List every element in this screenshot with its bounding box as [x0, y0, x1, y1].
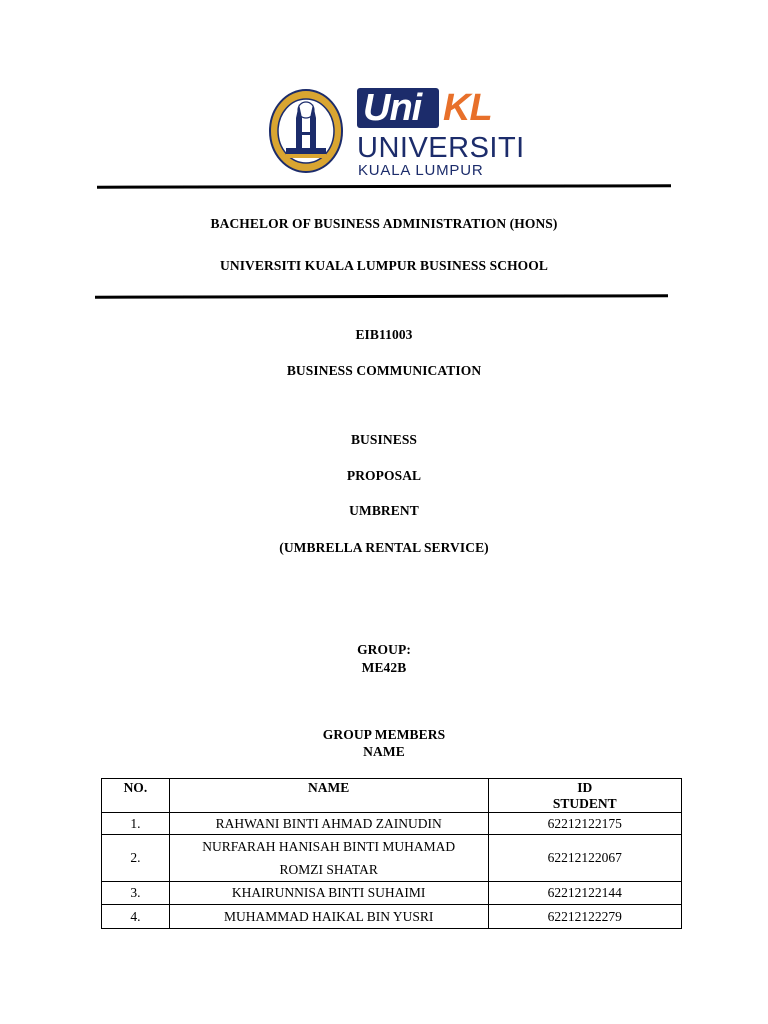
- unikl-wordmark: [357, 88, 507, 130]
- course-code: EIB11003: [355, 327, 413, 342]
- top-divider: [97, 184, 671, 189]
- row-name: [169, 835, 488, 882]
- proposal-title-line2: PROPOSAL: [346, 468, 422, 483]
- proposal-title-line3: UMBRENT: [349, 503, 419, 518]
- row-name: RAHWANI BINTI AHMAD ZAINUDIN: [169, 813, 488, 835]
- header-id: ID STUDENT: [488, 779, 681, 813]
- university-city: KUALA LUMPUR: [358, 162, 484, 179]
- proposal-title-line1: BUSINESS: [350, 432, 418, 447]
- row-id: 62212122279: [488, 905, 681, 929]
- group-members-table: [101, 778, 682, 929]
- table-row: [102, 813, 682, 835]
- proposal-title-line4: (UMBRELLA RENTAL SERVICE): [279, 540, 489, 555]
- table-header-row: [102, 779, 682, 813]
- table-row: [102, 835, 682, 882]
- row-no: 1.: [102, 813, 170, 835]
- table-row: [102, 905, 682, 929]
- brand-uni-text: Uni: [363, 87, 422, 129]
- program-title: BACHELOR OF BUSINESS ADMINISTRATION (HONS): [210, 216, 558, 231]
- university-name: UNIVERSITI: [357, 132, 525, 164]
- group-label: GROUP:: [357, 642, 411, 657]
- row-name: MUHAMMAD HAIKAL BIN YUSRI: [169, 905, 488, 929]
- university-seal-logo: [268, 88, 344, 174]
- row-name-line2: ROMZI SHATAR: [279, 862, 378, 877]
- row-name-line1: NURFARAH HANISAH BINTI MUHAMAD: [202, 839, 456, 854]
- members-heading-line2: NAME: [363, 744, 405, 759]
- row-no: 4.: [102, 905, 170, 929]
- group-value: ME42B: [361, 660, 407, 675]
- row-name: KHAIRUNNISA BINTI SUHAIMI: [169, 882, 488, 905]
- members-heading-line1: GROUP MEMBERS: [322, 727, 446, 742]
- middle-divider: [95, 294, 668, 299]
- header-no: NO.: [102, 779, 170, 813]
- course-name: BUSINESS COMMUNICATION: [286, 363, 482, 378]
- school-name: UNIVERSITI KUALA LUMPUR BUSINESS SCHOOL: [220, 258, 548, 273]
- header-name: NAME: [169, 779, 488, 813]
- table-row: [102, 882, 682, 905]
- brand-kl-text: KL: [443, 87, 492, 129]
- row-id: 62212122144: [488, 882, 681, 905]
- row-no: 3.: [102, 882, 170, 905]
- row-no: 2.: [102, 835, 170, 882]
- row-id: 62212122067: [488, 835, 681, 882]
- row-id: 62212122175: [488, 813, 681, 835]
